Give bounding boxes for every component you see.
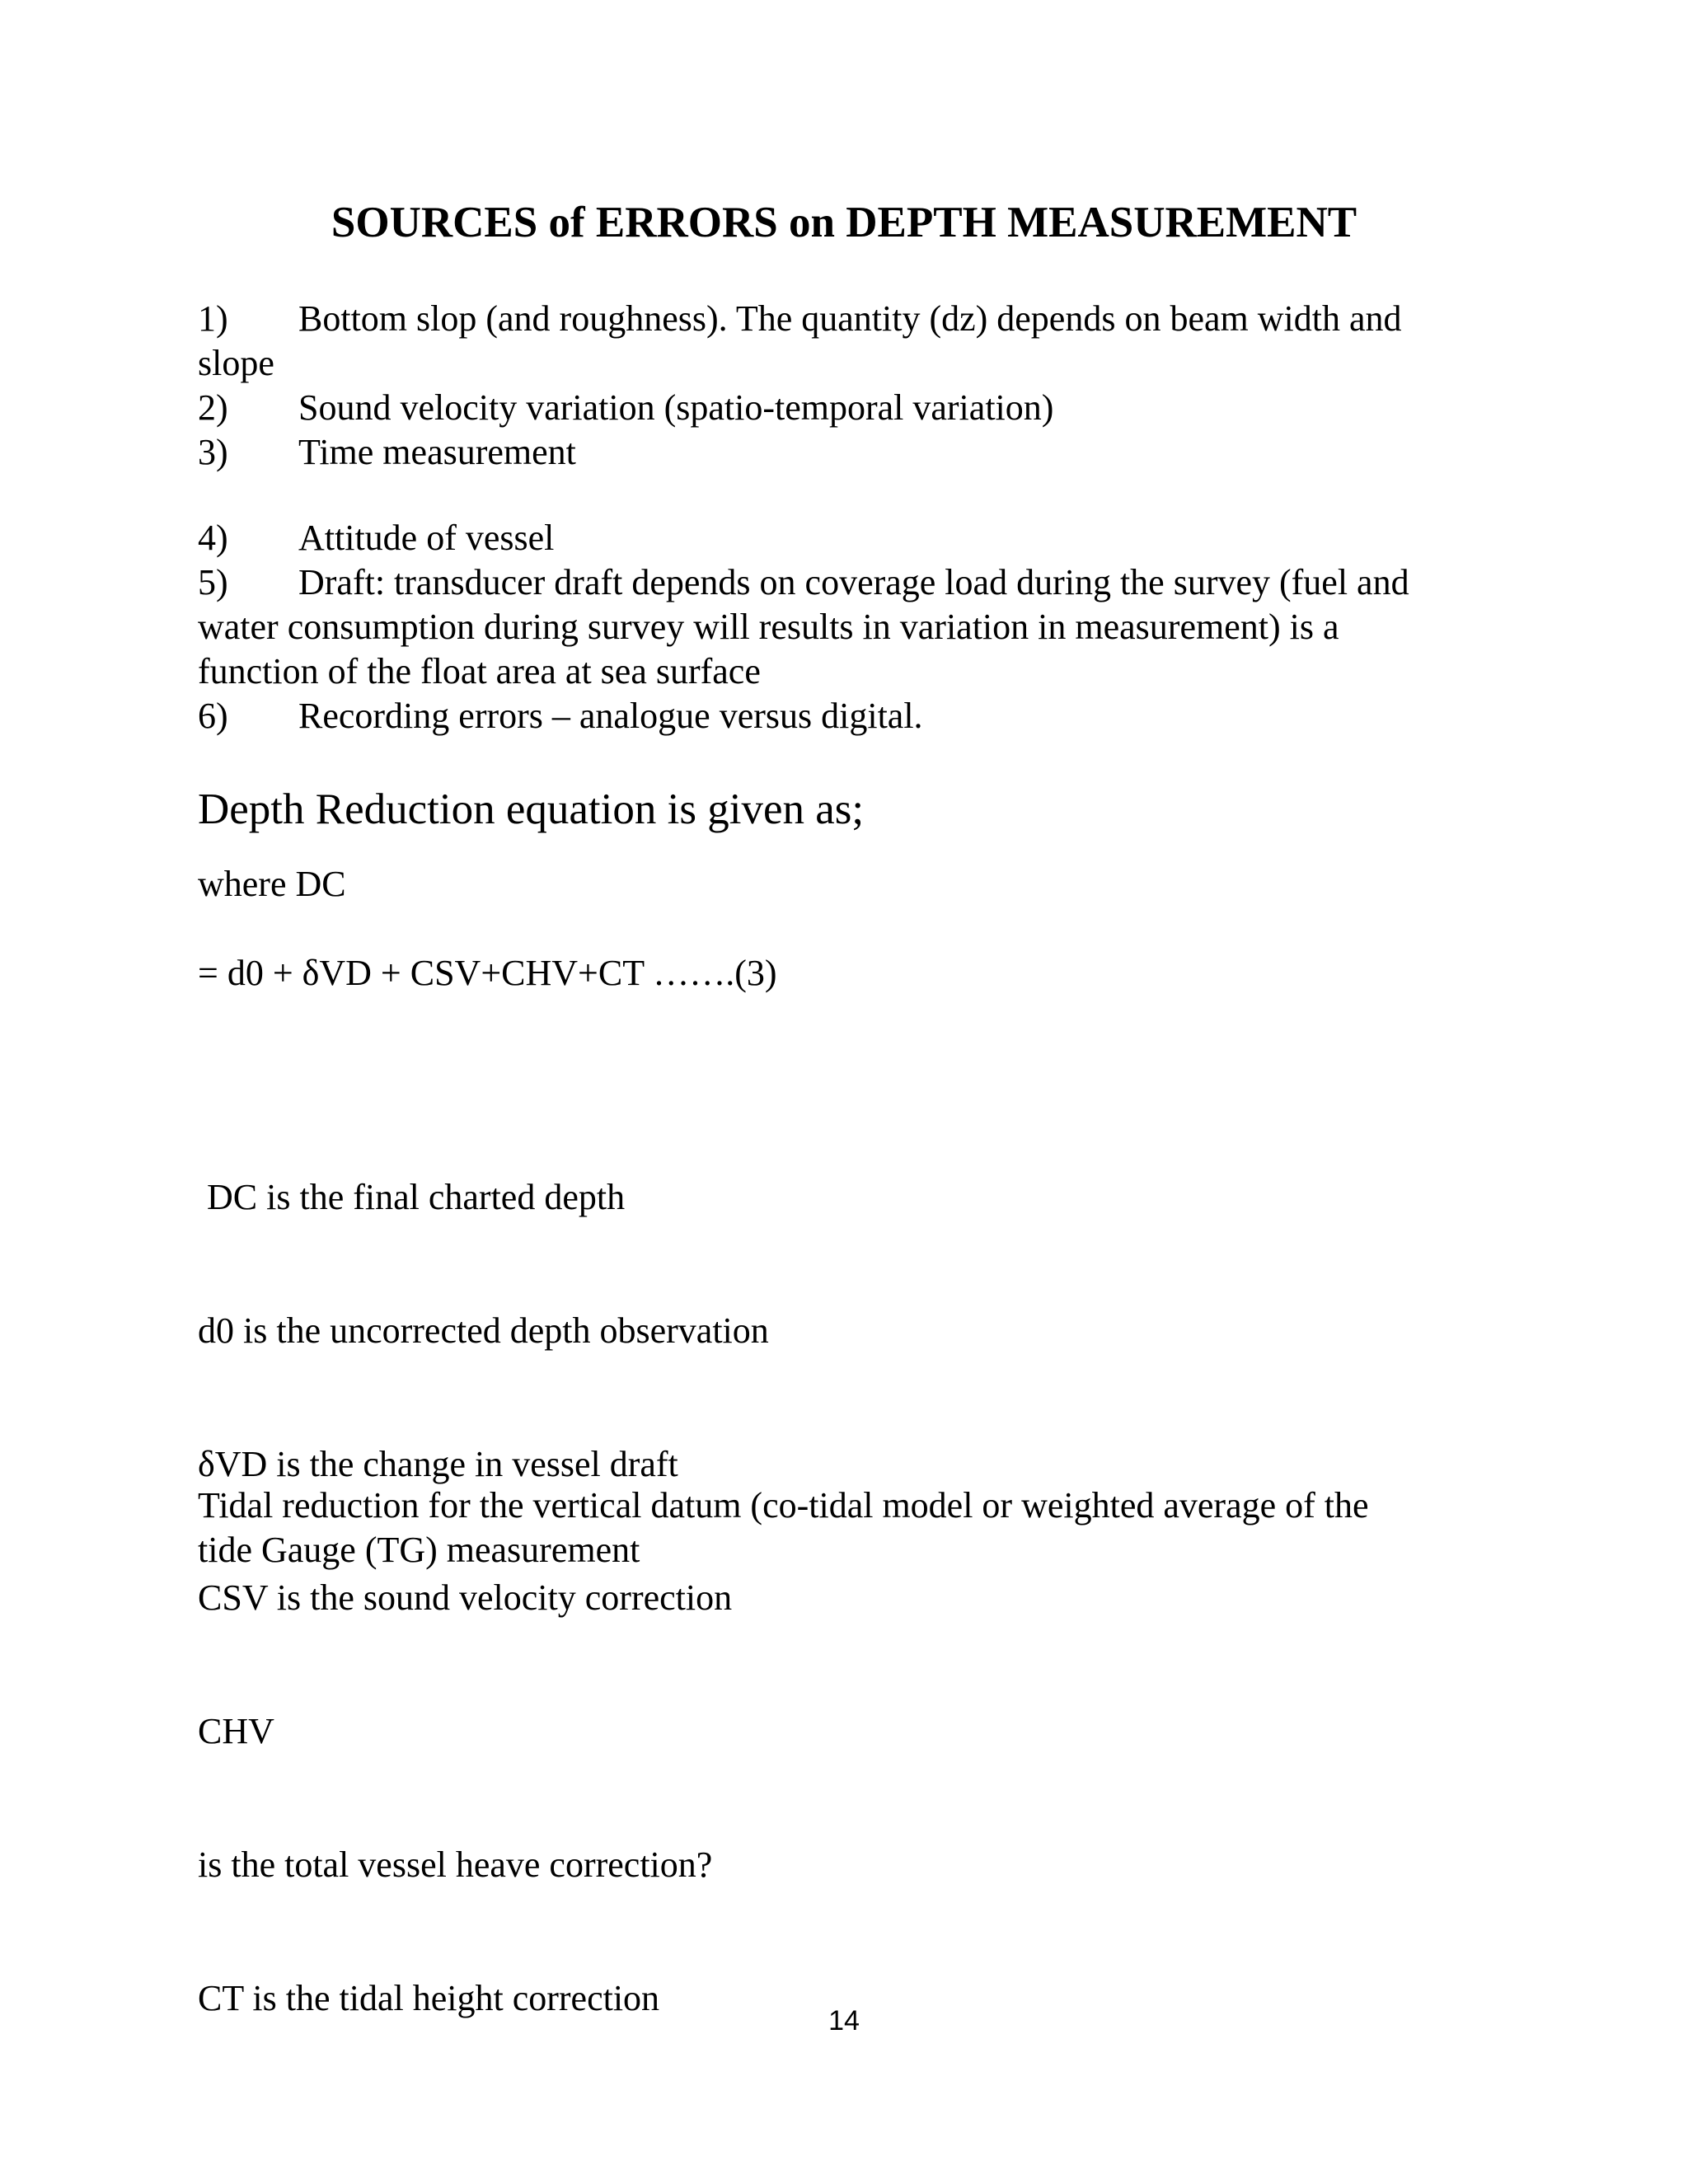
list-item-text: Sound velocity variation (spatio-temporal variation) bbox=[298, 387, 1054, 428]
list-item-continuation: water consumption during survey will results in variation in measurement) is a bbox=[198, 607, 1339, 647]
tidal-paragraph bbox=[198, 1483, 1517, 1572]
list-item-continuation: slope bbox=[198, 343, 274, 383]
list-item-number: 6) bbox=[198, 696, 228, 736]
list-item-continuation: function of the float area at sea surface bbox=[198, 651, 761, 691]
list-item-number: 2) bbox=[198, 387, 228, 428]
list-item bbox=[198, 516, 1517, 560]
list-item-number: 3) bbox=[198, 432, 228, 472]
list-item-text: Draft: transducer draft depends on coverage load during the survey (fuel and bbox=[298, 562, 1409, 602]
list-item bbox=[198, 560, 1517, 605]
definition-item: d0 is the uncorrected depth observation bbox=[198, 1310, 769, 1351]
error-list-part-2 bbox=[198, 516, 1517, 738]
list-item-number: 1) bbox=[198, 298, 228, 339]
list-item bbox=[198, 694, 1517, 738]
list-item-number: 5) bbox=[198, 562, 228, 602]
definition-item: CSV is the sound velocity correction bbox=[198, 1577, 733, 1618]
list-item-text: Time measurement bbox=[298, 432, 576, 472]
definitions-list bbox=[198, 1086, 1517, 2110]
definition-item: CT is the tidal height correction bbox=[198, 1978, 660, 2018]
list-item-text: Attitude of vessel bbox=[298, 518, 555, 558]
definition-item: CHV bbox=[198, 1711, 274, 1751]
error-list-part-1 bbox=[198, 297, 1517, 475]
list-item bbox=[198, 430, 1517, 475]
list-item-text: Recording errors – analogue versus digital. bbox=[298, 696, 923, 736]
page-number: 14 bbox=[828, 2005, 860, 2036]
page-title: SOURCES of ERRORS on DEPTH MEASUREMENT bbox=[331, 199, 1357, 246]
where-text: where DC bbox=[198, 864, 346, 904]
list-item bbox=[198, 386, 1517, 430]
paragraph-line: Tidal reduction for the vertical datum (co-tidal model or weighted average of the bbox=[198, 1485, 1369, 1526]
definition-item: δVD is the change in vessel draft bbox=[198, 1444, 678, 1484]
equation-heading: Depth Reduction equation is given as; bbox=[198, 785, 865, 833]
definition-item: DC is the final charted depth bbox=[198, 1177, 626, 1217]
paragraph-line: tide Gauge (TG) measurement bbox=[198, 1530, 640, 1570]
list-item bbox=[198, 297, 1517, 341]
equation: = d0 + δVD + CSV+CHV+CT …….(3) bbox=[198, 953, 777, 993]
list-item-number: 4) bbox=[198, 518, 228, 558]
definition-item: is the total vessel heave correction? bbox=[198, 1844, 713, 1885]
list-item-text: Bottom slop (and roughness). The quantity (dz) depends on beam width and bbox=[298, 298, 1402, 339]
